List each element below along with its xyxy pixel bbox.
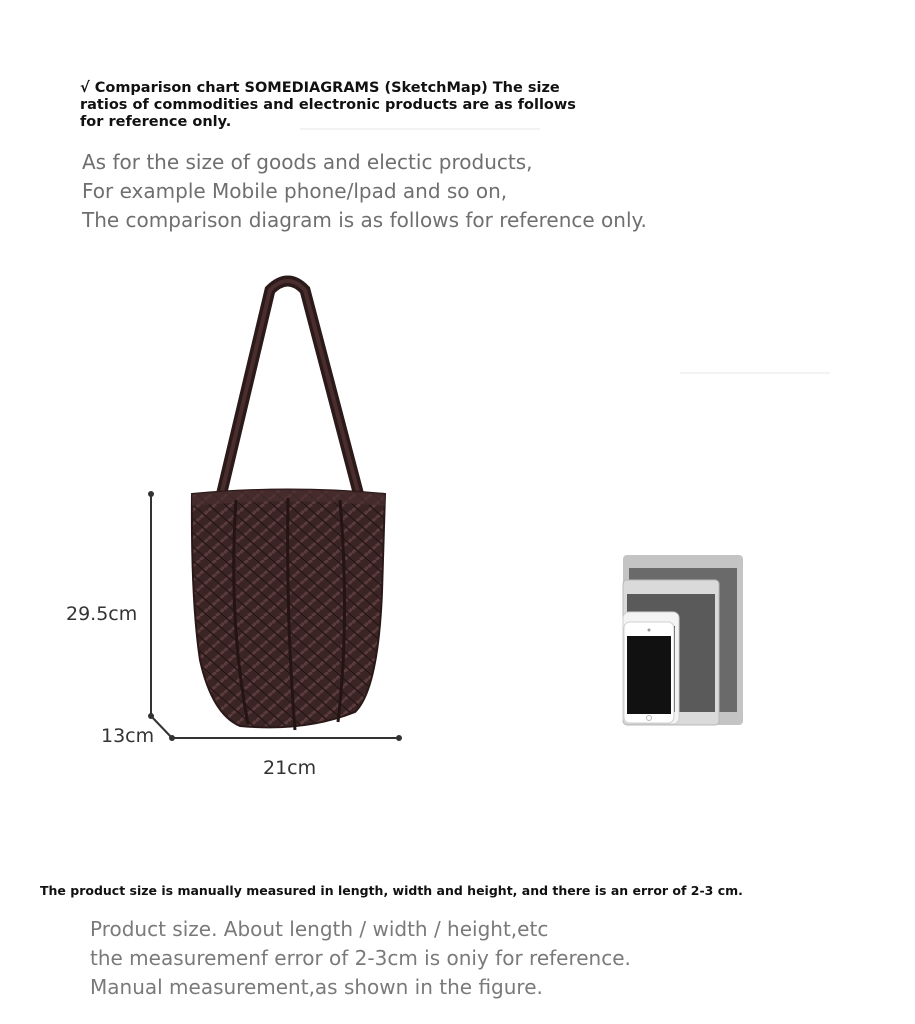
header-desc-line: As for the size of goods and electic products, [82, 150, 533, 174]
woven-bag-body [192, 490, 385, 731]
dimension-width-label: 21cm [263, 757, 317, 779]
phone-small-icon [624, 622, 674, 723]
dimension-height-label: 29.5cm [66, 603, 138, 625]
dimension-depth-label: 13cm [101, 725, 155, 747]
footer-desc-line: the measuremenf error of 2-3cm is oniy for reference. [90, 946, 631, 970]
footer-desc-line: Manual measurement,as shown in the figure. [90, 975, 543, 999]
footer-note: The product size is manually measured in length, width and height, and there is an error of 2-3 cm. [40, 883, 743, 898]
header-desc-line: For example Mobile phone/lpad and so on, [82, 179, 508, 203]
header-note: √ Comparison chart SOMEDIAGRAMS (SketchMap) The size ratios of commodities and electronic products are as follows for reference only. [80, 80, 576, 130]
bag-strap [222, 281, 358, 492]
footer-desc-line: Product size. About length / width / height,etc [90, 917, 549, 941]
footer-description [90, 915, 631, 1002]
header-desc-line: The comparison diagram is as follows for reference only. [82, 208, 647, 232]
